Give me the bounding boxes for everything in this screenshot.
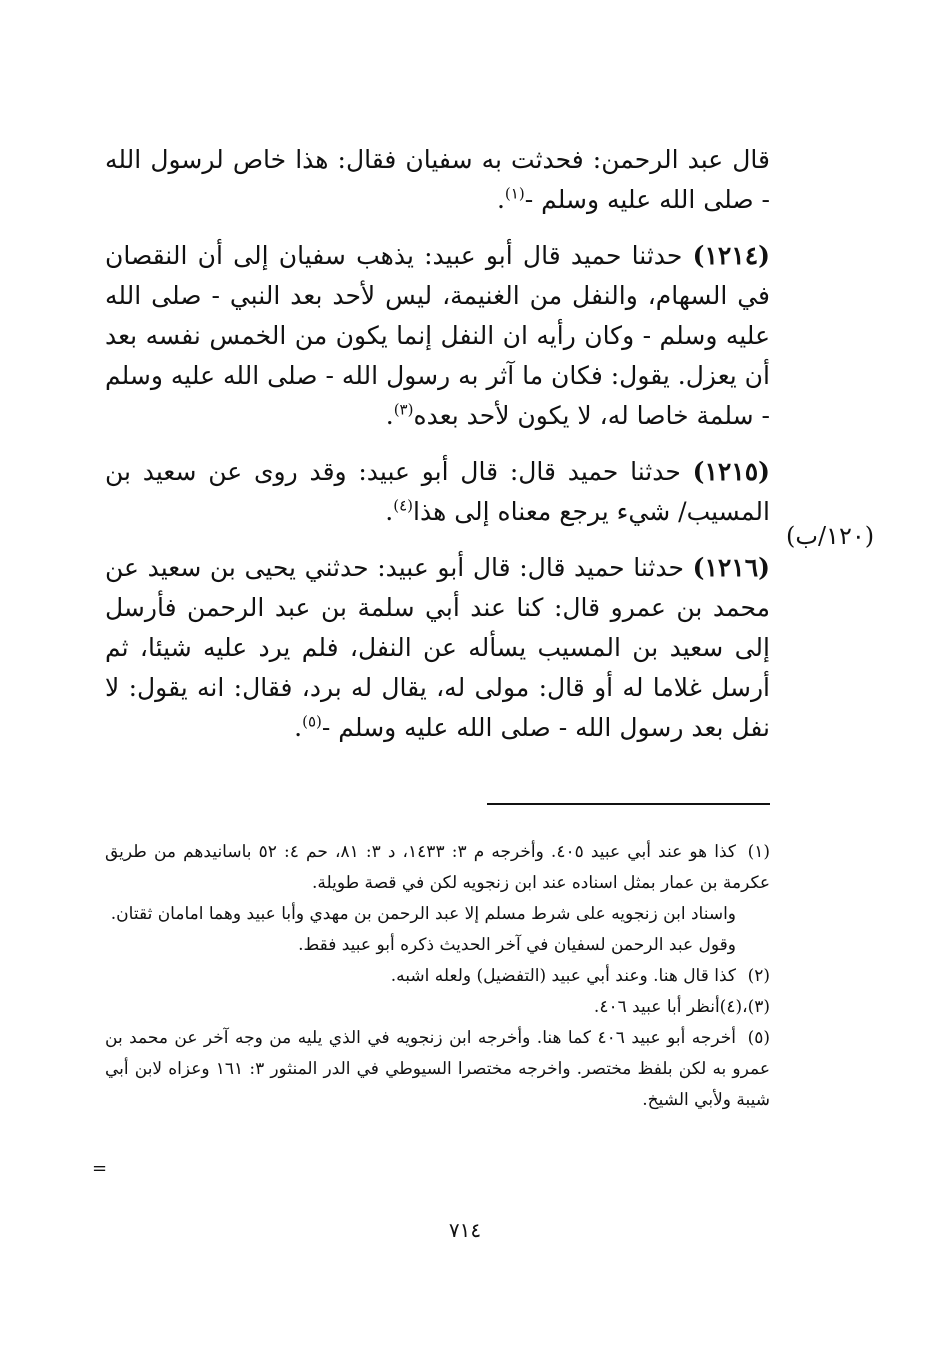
footnote-2 — [105, 961, 770, 992]
paragraph-1215: (١٢١٥) حدثنا حميد قال: قال أبو عبيد: وقد روى عن سعيد بن المسيب/ شيء يرجع معناه إلى هذا$^{(٤)}$. — [105, 457, 770, 526]
footnote-1-continued — [105, 899, 770, 930]
hadith-number: (١٢١٤) — [692, 241, 770, 270]
footnote-text: كذا هو عند أبي عبيد ٤٠٥. وأخرجه م ٣: ١٤٣٣، د ٣: ٨١، حم ٤: ٥٢ باسانيدهم من طريق عكرمة بن عمار بمثل اسناده عند ابن زنجويه لكن في قصة طويلة. — [105, 842, 770, 893]
hadith-number: (١٢١٦) — [692, 553, 770, 582]
footnote-text: وقول عبد الرحمن لسفيان في آخر الحديث ذكره أبو عبيد فقط. — [298, 935, 736, 955]
footnote-number: (٣)،(٤) — [719, 997, 770, 1017]
footnote-text: أنظر أبا عبيد ٤٠٦. — [593, 997, 720, 1017]
hadith-number: (١٢١٥) — [692, 457, 770, 486]
footnote-ref: (٥) — [302, 712, 322, 731]
main-text — [105, 140, 770, 764]
footnote-5 — [105, 1023, 770, 1116]
paragraph-text: حدثنا حميد قال أبو عبيد: يذهب سفيان إلى أن النقصان في السهام، والنفل من الغنيمة، ليس لأحد بعد النبي - صلى الله عليه وسلم - وكان رأيه ان النفل إنما يكون من الخمس نفسه بعد أن يعزل. يقول: فكان ما آثر به رسول الله - صلى الله عليه وسلم - سلمة خاصا له، لا يكون لأحد بعده — [105, 241, 770, 430]
paragraph-text: حدثنا حميد قال: قال أبو عبيد: حدثني يحيى بن سعيد عن محمد بن عمرو قال: كنا عند أبي سلمة بن عبد الرحمن فأرسل إلى سعيد بن المسيب يسأله عن النفل، فلم يرد عليه شيئا، ثم أرسل غلاما له أو قال: مولى له، يقال له برد، فقال: انه يقول: لا نفل بعد رسول الله - صلى الله عليه وسلم - — [105, 553, 770, 742]
page-number: ٧١٤ — [448, 1218, 482, 1242]
footnote-ref: (٣) — [393, 400, 414, 419]
paragraph-text: قال عبد الرحمن: فحدثت به سفيان فقال: هذا خاص لرسول الله - صلى الله عليه وسلم - — [105, 145, 770, 214]
footnote-3-4 — [105, 992, 770, 1023]
footnote-number: (٢) — [747, 966, 770, 986]
footnote-1-continued-2 — [105, 930, 770, 961]
footnote-ref: (٤) — [393, 496, 414, 515]
footnote-number: (٥) — [747, 1028, 770, 1048]
footnote-1 — [105, 837, 770, 899]
footnote-text: واسناد ابن زنجويه على شرط مسلم إلا عبد الرحمن بن مهدي وأبا عبيد وهما امامان ثقتان. — [110, 904, 736, 924]
footnote-number: (١) — [747, 842, 770, 862]
paragraph-1214: (١٢١٤) حدثنا حميد قال أبو عبيد: يذهب سفيان إلى أن النقصان في السهام، والنفل من الغنيمة، ليس لأحد بعد النبي - صلى الله عليه وسلم - وكان رأيه ان النفل إنما يكون من الخمس نفسه بعد أن يعزل. يقول: فكان ما آثر به رسول الله - صلى الله عليه وسلم - سلمة خاصا له، لا يكون لأحد بعده$^{(٣)}$. — [105, 241, 770, 430]
footnote-ref: (١) — [504, 184, 525, 203]
paragraph-text: حدثنا حميد قال: قال أبو عبيد: وقد روى عن سعيد بن المسيب/ شيء يرجع معناه إلى هذا — [105, 457, 770, 526]
paragraph-1216: (١٢١٦) حدثنا حميد قال: قال أبو عبيد: حدثني يحيى بن سعيد عن محمد بن عمرو قال: كنا عند أبي سلمة بن عبد الرحمن فأرسل إلى سعيد بن المسيب يسأله عن النفل، فلم يرد عليه شيئا، ثم أرسل غلاما له أو قال: مولى له، يقال له برد، فقال: انه يقول: لا نفل بعد رسول الله - صلى الله عليه وسلم -$^{(٥)}$. — [105, 553, 770, 742]
footnote-text: كذا قال هنا. وعند أبي عبيد (التفضيل) ولعله اشبه. — [390, 966, 736, 986]
footnote-divider — [487, 803, 770, 805]
margin-folio-reference: (١٢٠/ب) — [786, 522, 875, 550]
footnote-text: أخرجه أبو عبيد ٤٠٦ كما هنا. وأخرجه ابن زنجويه في الذي يليه من وجه آخر عن محمد بن عمرو به لكن بلفظ مختصر. واخرجه مختصرا السيوطي في الدر المنثور ٣: ١٦١ وعزاه لابن أبي شيبة ولأبي الشيخ. — [105, 1028, 770, 1110]
footnotes — [105, 837, 770, 1116]
continuation-mark: = — [92, 1158, 108, 1179]
paragraph-1: قال عبد الرحمن: فحدثت به سفيان فقال: هذا خاص لرسول الله - صلى الله عليه وسلم -$^{(١)}$. — [105, 145, 770, 214]
